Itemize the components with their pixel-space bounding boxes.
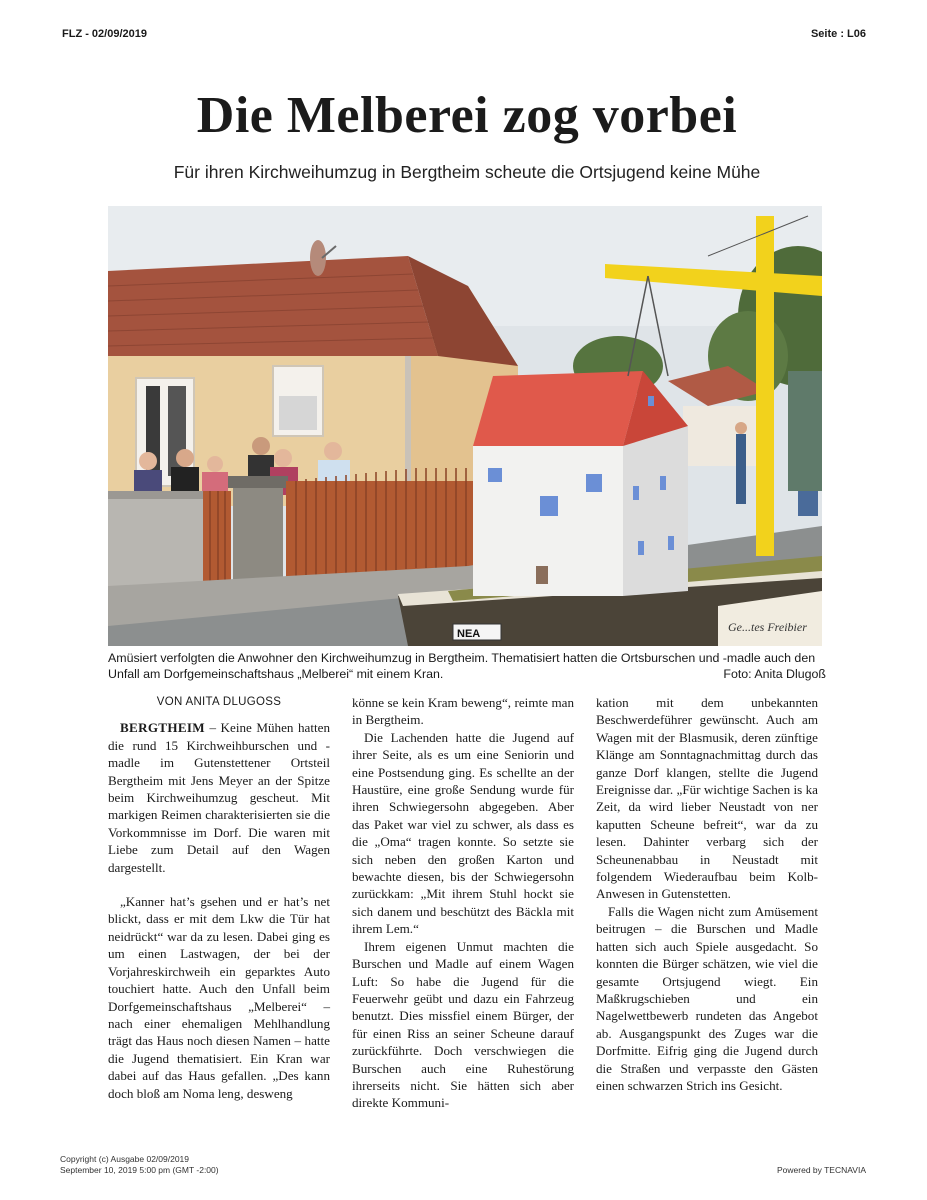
article-column-3	[596, 694, 818, 1094]
article-paragraph: Ihrem eigenen Unmut machten die Burschen und Madle auf einem Wagen Luft: So habe die Jugend für die Feuerwehr geübt und dazu ein Fahrzeug benutzt. Dies missfiel einem Bürger, der für einen Riss an seiner Scheune darauf zurückführte. Doch verschwiegen die Burschen auch eine Ruhestörung ihrerseits nicht. Sie hätten sich aber direkte Kommuni-	[352, 938, 574, 1111]
article-paragraph: kation mit dem unbekannten Beschwerdeführer gewünscht. Auch am Wagen mit der Blasmusik, deren zünftige Klänge am Sonntagnachmittag durch das ganze Dorf klangen, stellte die Jugend Ereignisse dar. „Für wichtige Sachen is ka Zeit, da wird lieber Neustadt von ner kaputten Scheune befreit“, war da zu lesen. Dahinter verbarg sich der Scheunenabbau in Neustadt mit folgendem Wiederaufbau beim Kolb-Anwesen in Gutenstetten.	[596, 695, 818, 902]
page-number-header: Seite : L06	[810, 28, 866, 40]
footer-copyright	[60, 1154, 219, 1175]
photo-credit: Foto: Anita Dlugoß	[723, 667, 826, 681]
timestamp-line: September 10, 2019 5:00 pm (GMT -2:00)	[60, 1164, 219, 1175]
article-subheadline: Für ihren Kirchweihumzug in Bergtheim scheute die Ortsjugend keine Mühe	[173, 162, 761, 182]
article-column-1	[108, 694, 330, 1102]
author-byline: VON ANITA DLUGOSS	[156, 696, 282, 708]
article-paragraph: Falls die Wagen nicht zum Amüsement beitrugen – die Burschen und Madle hatten sich auch Spiele ausgedacht. So konnten die Bürger schätzen, wie viel die gesamte Ortsjugend wiegt. Ein Maßkrugschieben und ein Nagelwettbewerb rundeten das Angebot ab. Ausgangspunkt des Zuges war die Dorfmitte. Eifrig ging die Jugend durch die Straßen und verpasste den Gästen einen schwarzen Strich ins Gesicht.	[596, 903, 818, 1093]
copyright-line: Copyright (c) Ausgabe 02/09/2019	[60, 1154, 190, 1164]
article-paragraph: „Kanner hat’s gsehen und er hat’s net blickt, dass er mit dem Lkw die Tür hat neidrückt“ war da zu lesen. Dabei ging es um einen Lastwagen, der bei der Vorjahreskirchweih ein geparktes Auto touchiert hatte. Auch den Unfall beim Dorfgemeinschaftshaus „Melberei“ – nach einer ehemaligen Mehlhandlung trägt das Haus noch diesen Namen – hatte die Jugend thematisiert. Ein Kran war dabei auf das Haus gefallen. „Des kann doch bloß am Noma leng, desweng	[108, 894, 330, 1101]
photo-caption: Amüsiert verfolgten die Anwohner den Kirchweihumzug in Bergtheim. Thematisiert hatten die Ortsburschen und -madle auch den Unfall am Dorfgemeinschaftshaus „Melberei“ mit einem Kran.	[108, 651, 816, 681]
publication-date-header: FLZ - 02/09/2019	[62, 28, 147, 40]
article-column-2	[352, 694, 574, 1112]
photo-caption-block	[108, 650, 826, 682]
article-paragraph: könne se kein Kram beweng“, reimte man in Bergtheim.	[352, 695, 574, 728]
wagon-sign-text: Ge...tes Freibier	[728, 620, 807, 634]
article-photo	[108, 206, 822, 646]
dateline: BERGTHEIM	[120, 720, 205, 736]
article-paragraph: Die Lachenden hatte die Jugend auf ihrer Seite, als es um eine Seniorin und eine Postsendung ging. Es schellte an der Haustüre, eine große Sendung wurde für ihren Schwiegersohn abgegeben. Aber das Paket war viel zu schwer, als dass es die „Oma“ tragen konnte. So setzte sie sich neben den großen Karton und bewachte diesen, bis der Schwiegersohn zurückkam: „Mit ihrem Stuhl hockt sie sich danem und beschützt des Bäckla mit ihrem Lem.“	[352, 729, 574, 937]
license-plate-text: NEA	[457, 628, 481, 640]
article-paragraph: – Keine Mühen hatten die rund 15 Kirchweihburschen und -madle im Gutenstettener Ortsteil Bergtheim mit Jens Meyer an der Spitze beim Kirchweihumzug gescheut. Mit markigen Reimen charakterisierten sie die Vorkommnisse im Dorf. Die waren mit Liebe zum Detail auf den Wagen dargestellt.	[108, 720, 330, 875]
article-headline: Die Melberei zog vorbei	[196, 87, 738, 144]
powered-by: Powered by TECNAVIA	[777, 1165, 866, 1175]
